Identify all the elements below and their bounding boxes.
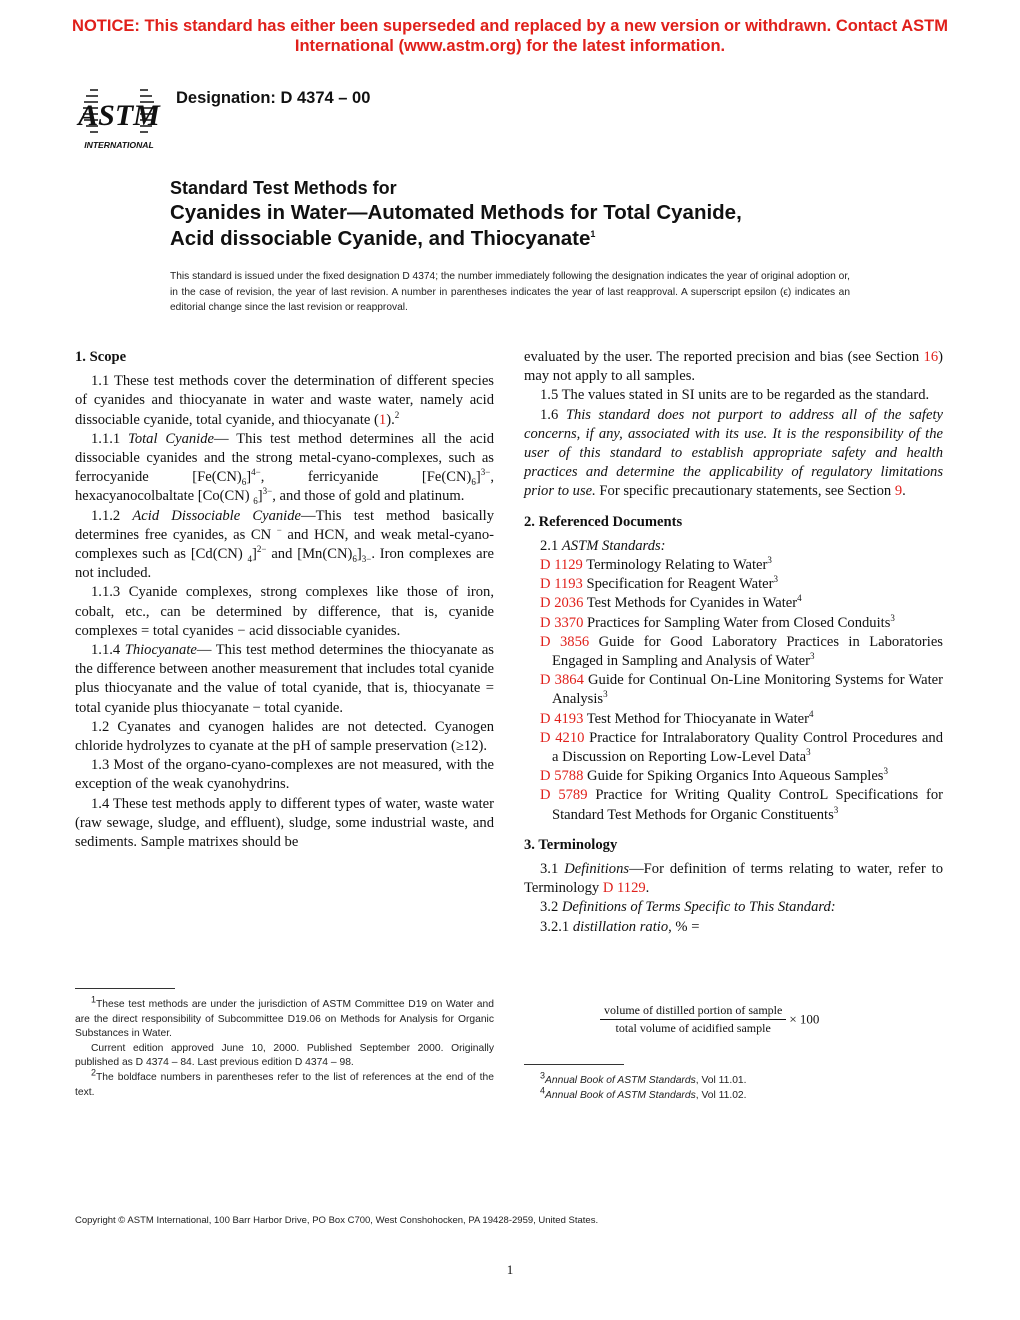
para-1-1-3: 1.1.3 Cyanide complexes, strong complexes like those of iron, cobalt, etc., can be determined by difference, that is, cyanide complexes = total cyanides − acid dissociable cyanides. [75, 584, 494, 639]
referenced-document-link[interactable]: D 4210 [540, 729, 585, 746]
formula-fraction [600, 1003, 786, 1036]
para-3-2: 3.2 Definitions of Terms Specific to This Standard: [540, 899, 836, 916]
para-1-1-4: 1.1.4 Thiocyanate— This test method determines the thiocyanate as the difference between another measurement that includes total cyanide plus thiocyanate and the value of total cyanide, that is, thiocyanate = total cyanide plus thiocyanate − total cyanide. [75, 642, 494, 716]
referenced-document-footnote-mark[interactable]: 3 [890, 612, 895, 623]
section-2-heading: 2. Referenced Documents [524, 513, 683, 530]
title-line-2: Cyanides in Water—Automated Methods for Total Cyanide, [170, 201, 742, 224]
logo-text: ASTM [78, 99, 160, 132]
referenced-document-item [524, 556, 943, 575]
distillation-ratio-formula [600, 1003, 870, 1036]
para-1-4-cont: evaluated by the user. The reported precision and bias (see Section 16) may not apply to all samples. [524, 349, 943, 385]
referenced-document-footnote-mark[interactable]: 3 [809, 651, 815, 662]
right-footnotes [524, 1070, 943, 1103]
left-footnote-rule [75, 988, 175, 989]
copyright-line: Copyright © ASTM International, 100 Barr Harbor Drive, PO Box C700, West Conshohocken, PA 19428-2959, United States. [75, 1215, 599, 1226]
referenced-document-title: Practice for Intralaboratory Quality Control Procedures and a Discussion on Reporting Low-Level Data [552, 729, 943, 766]
ref-link-1[interactable]: 1 [378, 411, 387, 428]
para-1-1: 1.1 These test methods cover the determination of different species of cyanides and thiocyanate in water and waste water, namely acid dissociable cyanide, total cyanide, and thiocyanate (1).$^2$ [75, 373, 494, 428]
formula-denominator: total volume of acidified sample [615, 1021, 771, 1035]
referenced-document-title: Test Method for Thiocyanate in Water [583, 710, 809, 727]
referenced-document-title: Practice for Writing Quality ControL Specifications for Standard Test Methods for Organic Constituents [552, 787, 943, 823]
para-1-6: 1.6 This standard does not purport to address all of the safety concerns, if any, associated with its use. It is the responsibility of the user of this standard to establish appropriate safety and health practices and determine the applicability of regulatory limitations prior to use. For specific precautionary statements, see Section 9. [524, 406, 943, 500]
referenced-document-footnote-mark[interactable]: 3 [773, 574, 778, 585]
referenced-document-link[interactable]: D 1193 [540, 576, 583, 593]
referenced-document-link[interactable]: D 3856 [540, 633, 590, 650]
notice-line-2: International (www.astm.org) for the latest information. [294, 37, 726, 55]
referenced-document-title: Terminology Relating to Water [582, 557, 768, 574]
astm-logo-icon [76, 78, 162, 152]
referenced-document-title: Guide for Continual On-Line Monitoring Systems for Water Analysis [552, 672, 943, 708]
referenced-document-link[interactable]: D 3864 [540, 672, 584, 689]
referenced-document-item [524, 614, 943, 633]
withdrawal-notice [40, 16, 980, 56]
referenced-document-link[interactable]: D 5788 [540, 768, 584, 785]
para-3-1: 3.1 Definitions—For definition of terms relating to water, refer to Terminology D 1129. [524, 861, 943, 897]
title-line-3: Acid dissociable Cyanide, and Thiocyanate$^1$ [170, 227, 596, 250]
ref-link-d1129[interactable]: D 1129 [602, 880, 646, 897]
referenced-document-item [524, 786, 943, 824]
formula-numerator: volume of distilled portion of sample [600, 1003, 786, 1020]
referenced-document-item [524, 594, 943, 613]
para-2-1: 2.1 ASTM Standards: [540, 537, 666, 554]
para-1-5: 1.5 The values stated in SI units are to be regarded as the standard. [540, 387, 930, 404]
referenced-document-link[interactable]: D 3370 [540, 614, 584, 631]
referenced-document-link[interactable]: D 1129 [540, 557, 583, 574]
referenced-document-item [524, 729, 943, 767]
referenced-document-footnote-mark[interactable]: 3 [806, 747, 811, 758]
referenced-document-title: Specification for Reagent Water [582, 576, 774, 593]
referenced-document-item [524, 671, 943, 709]
referenced-document-link[interactable]: D 2036 [540, 595, 584, 612]
referenced-document-footnote-mark[interactable]: 3 [833, 804, 839, 815]
referenced-document-item [524, 575, 943, 594]
standard-intro: This standard is issued under the fixed designation D 4374; the number immediately following the designation indicates the year of original adoption or, in the case of revision, the year of last revision. A number in parentheses indicates the year of last reapproval. A superscript epsilon (ϵ) indicates an editorial change since the last revision or reapproval. [170, 271, 850, 313]
footnote-1-edition: Current edition approved June 10, 2000. Published September 2000. Originally published as D 4374 – 84. Last previous edition D 4374 – 98. [75, 1042, 494, 1069]
footnote-3: $^3$Annual Book of ASTM Standards, Vol 11.01. [540, 1070, 747, 1086]
para-1-3: 1.3 Most of the organo-cyano-complexes are not measured, with the exception of the weak cyanohydrins. [75, 757, 494, 793]
referenced-document-footnote-mark[interactable]: 3 [767, 555, 772, 566]
referenced-document-link[interactable]: D 4193 [540, 710, 584, 727]
referenced-document-title: Guide for Good Laboratory Practices in Laboratories Engaged in Sampling and Analysis of Water [552, 633, 943, 670]
right-footnote-rule [524, 1064, 624, 1065]
referenced-documents-list [524, 556, 943, 825]
document-title [170, 176, 970, 252]
left-footnotes [75, 994, 494, 1100]
ref-link-section-16[interactable]: 16 [923, 349, 939, 365]
left-column [75, 348, 494, 852]
referenced-document-link[interactable]: D 5789 [540, 787, 588, 804]
referenced-document-item [524, 767, 943, 786]
referenced-document-footnote-mark[interactable]: 3 [603, 689, 608, 700]
section-1-heading: 1. Scope [75, 349, 127, 365]
ref-link-section-9[interactable]: 9 [894, 483, 903, 500]
notice-line-1: NOTICE: This standard has either been superseded and replaced by a new version or withdrawn. Contact ASTM [72, 17, 948, 35]
para-1-1-1: 1.1.1 Total Cyanide— This test method determines all the acid dissociable cyanides and the strong metal-cyano-complexes, such as ferrocyanide $[Fe(CN)_6]^{4-}$, ferricyanide $[Fe(CN)_6]^{3-}$, hexacyanocolbaltate [Co(CN) $_6$]$^{3-}$, and those of gold and platinum. [75, 430, 495, 507]
designation: Designation: D 4374 – 00 [176, 89, 371, 107]
title-line-1: Standard Test Methods for [170, 178, 397, 198]
referenced-document-item [524, 633, 943, 671]
para-1-2: 1.2 Cyanates and cyanogen halides are not detected. Cyanogen chloride hydrolyzes to cyanate at the pH of sample preservation (≥12). [75, 718, 494, 755]
referenced-document-footnote-mark[interactable]: 4 [797, 593, 802, 604]
section-3-heading: 3. Terminology [524, 836, 618, 853]
referenced-document-title: Test Methods for Cyanides in Water [583, 595, 798, 612]
page-number: 1 [506, 1262, 514, 1277]
right-column [524, 348, 943, 937]
footnote-4: $^4$Annual Book of ASTM Standards, Vol 11.02. [540, 1085, 747, 1101]
title-footnote-mark[interactable]: 1 [590, 229, 596, 240]
para-3-2-1: 3.2.1 distillation ratio, % = [540, 918, 700, 935]
footnote-2: $^2$The boldface numbers in parentheses refer to the list of references at the end of the text. [75, 1067, 494, 1098]
footnote-1: $^1$These test methods are under the jurisdiction of ASTM Committee D19 on Water and are the direct responsibility of Subcommittee D19.06 on Methods for Analysis for Organic Substances in Water. [75, 994, 494, 1040]
logo-subtext: INTERNATIONAL [84, 140, 154, 150]
formula-multiplier: × 100 [789, 1011, 820, 1027]
referenced-document-title: Practices for Sampling Water from Closed Conduits [583, 614, 891, 631]
referenced-document-title: Guide for Spiking Organics Into Aqueous Samples [583, 768, 884, 785]
para-1-4: 1.4 These test methods apply to different types of water, waste water (raw sewage, sludge, and effluent), sludge, some industrial waste, and sediments. Sample matrixes should be [75, 795, 494, 851]
para-1-1-2: 1.1.2 Acid Dissociable Cyanide—This test method basically determines free cyanides, as CN − and HCN, and weak metal-cyano-complexes such as [Cd(CN) $_4$]$^{2-}$ and $[Mn(CN)_6]_{3-}$. Iron complexes are not included. [75, 507, 494, 582]
referenced-document-footnote-mark[interactable]: 3 [883, 766, 888, 777]
referenced-document-item [524, 710, 943, 729]
referenced-document-footnote-mark[interactable]: 4 [808, 708, 814, 719]
